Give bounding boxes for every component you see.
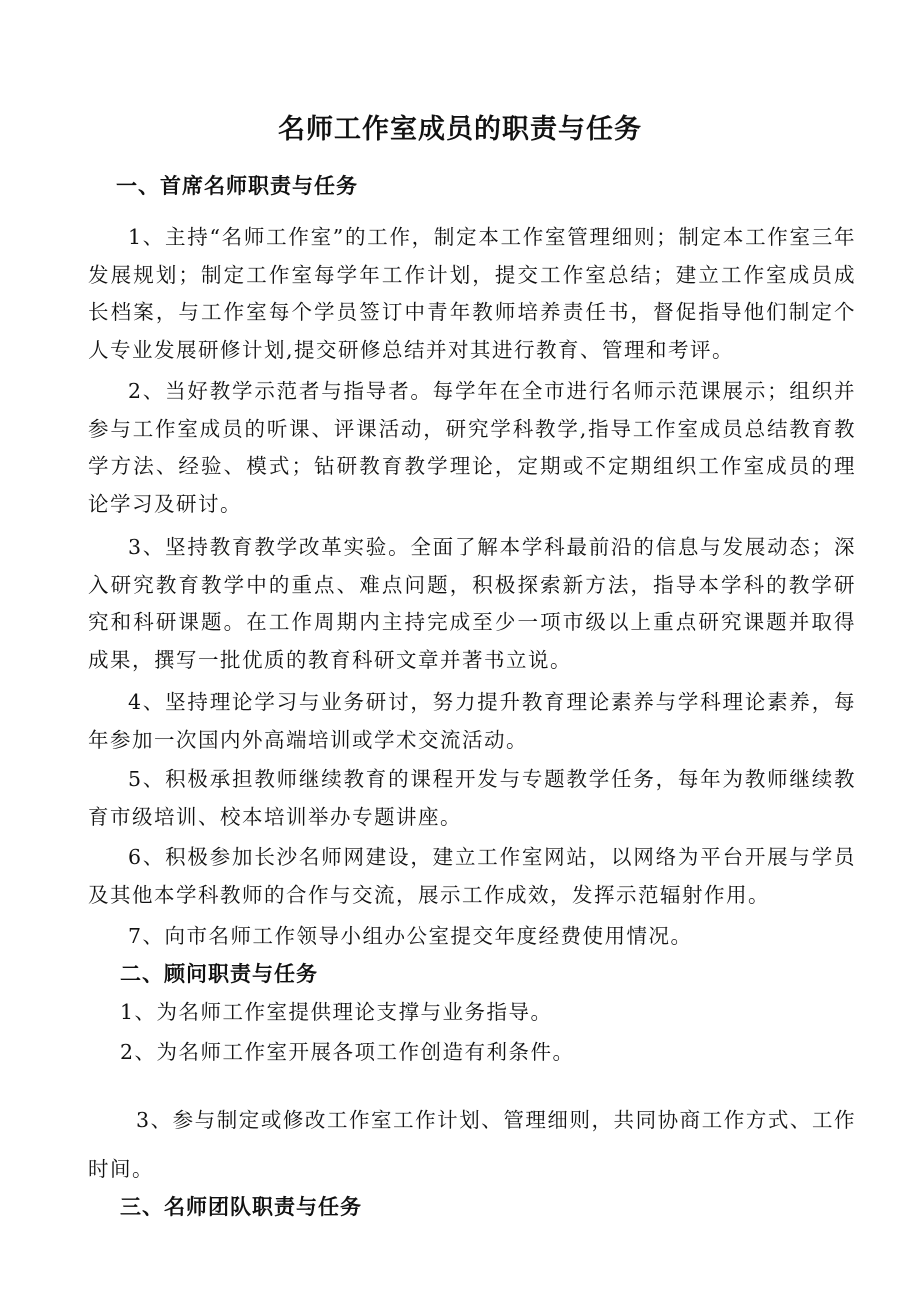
section-1-item-7: 7、向市名师工作领导小组办公室提交年度经费使用情况。 (128, 924, 693, 948)
section-heading-3: 三、名师团队职责与任务 (120, 1195, 362, 1219)
section-1-item-3: 3、坚持教育教学改革实验。全面了解本学科最前沿的信息与发展动态；深入研究教育教学中的重点、难点问题，积极探索新方法，指导本学科的教学研究和科研课题。在工作周期内主持完成至少一项市级以上重点研究课题并取得成果，撰写一批优质的教育科研文章并著书立说。 (88, 535, 856, 672)
section-2-item-2: 2、为名师工作室开展各项工作创造有利条件。 (120, 1040, 575, 1064)
section-heading-1: 一、首席名师职责与任务 (116, 174, 358, 198)
section-2-item-3: 3、参与制定或修改工作室工作计划、管理细则，共同协商工作方式、工作时间。 (88, 1108, 856, 1181)
section-1-item-5: 5、积极承担教师继续教育的课程开发与专题教学任务，每年为教师继续教育市级培训、校本培训举办专题讲座。 (88, 767, 856, 829)
document-title: 名师工作室成员的职责与任务 (278, 114, 642, 145)
section-1-item-6: 6、积极参加长沙名师网建设，建立工作室网站，以网络为平台开展与学员及其他本学科教师的合作与交流，展示工作成效，发挥示范辐射作用。 (88, 845, 856, 907)
section-1-item-1: 1、主持“名师工作室”的工作，制定本工作室管理细则；制定本工作室三年发展规划；制定工作室每学年工作计划，提交工作室总结；建立工作室成员成长档案，与工作室每个学员签订中青年教师培养责任书，督促指导他们制定个人专业发展研修计划,提交研修总结并对其进行教育、管理和考评。 (88, 225, 856, 362)
section-1-item-2: 2、当好教学示范者与指导者。每学年在全市进行名师示范课展示；组织并参与工作室成员的听课、评课活动，研究学科教学,指导工作室成员总结教育教学方法、经验、模式；钻研教育教学理论，定期或不定期组织工作室成员的理论学习及研讨。 (88, 379, 856, 516)
section-1-item-4: 4、坚持理论学习与业务研讨，努力提升教育理论素养与学科理论素养，每年参加一次国内外高端培训或学术交流活动。 (88, 690, 856, 752)
section-heading-2: 二、顾问职责与任务 (120, 962, 318, 986)
section-2-item-1: 1、为名师工作室提供理论支撑与业务指导。 (120, 1000, 553, 1024)
